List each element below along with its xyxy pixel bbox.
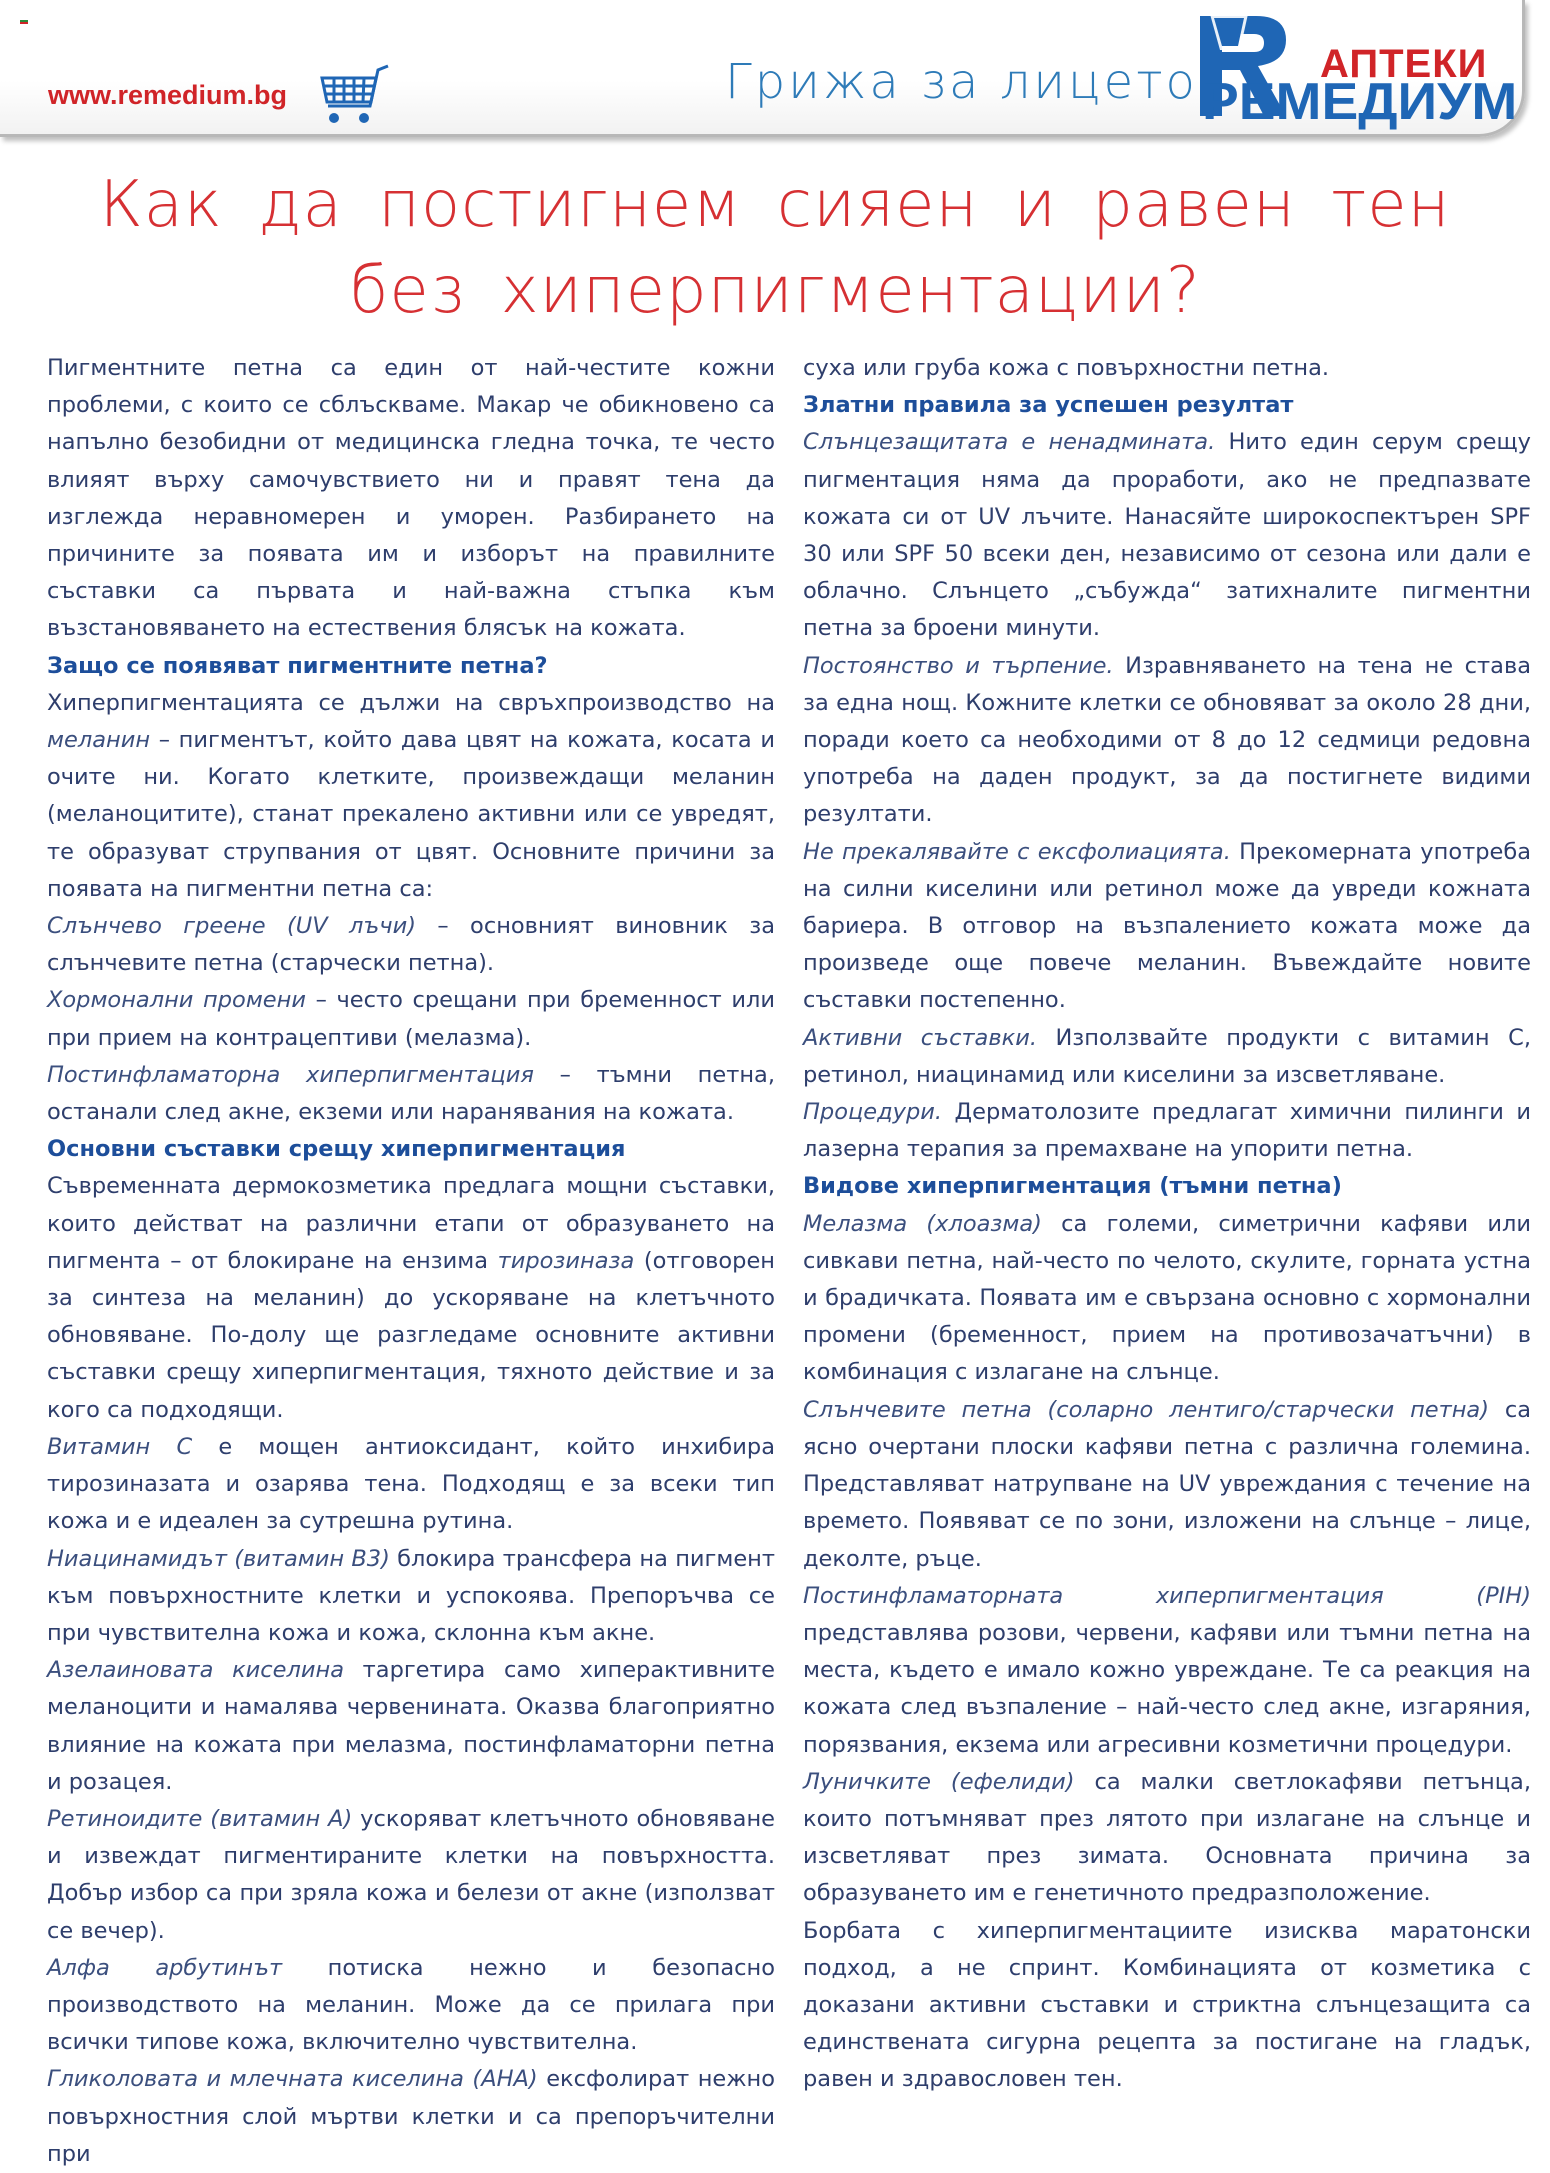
intro-paragraph: Пигментните петна са един от най-честите кожни проблеми, с които се сблъскваме. Макар че обикновено са напълно безобидни от медицинска гледна точка, те често влияят върху самочувствието ни и правят тена да изглежда неравномерен и уморен. Разбирането на причините за появата им и изборът на правилните съставки са първата и най-важна стъпка към възстановяването на естествения блясък на кожата.	[47, 355, 775, 642]
heading-why: Защо се появяват пигментните петна?	[47, 652, 548, 679]
type-pih: Постинфламаторната хиперпигментация (PIH) представлява розови, червени, кафяви или тъмни петна на места, където е имало кожно увреждане. Те са реакция на кожата след възпаление – най-често след акне, изгаряния, порязвания, екзема или агресивни козметични процедури.	[803, 1582, 1531, 1758]
ingredient-azelaic: Азелаиновата киселина таргетира само хиперактивните меланоцити и намалява червенината. Оказва благоприятно влияние на кожата при мелазма, постинфламаторни петна и розацея.	[47, 1657, 775, 1795]
logo-bottom-text: РЕМЕДИУМ	[1202, 73, 1518, 131]
continued-text: суха или груба кожа с повърхностни петна.	[803, 355, 1330, 381]
rule-actives: Активни съставки. Използвайте продукти с витамин С, ретинол, ниацинамид или киселини за изсветляване.	[803, 1024, 1531, 1088]
heading-types: Видове хиперпигментация (тъмни петна)	[803, 1173, 1342, 1200]
ingredient-niacinamide: Ниацинамидът (витамин В3) блокира трансфера на пигмент към повърхностните клетки и успокоява. Препоръчва се при чувствителна кожа и кожа, склонна към акне.	[47, 1545, 775, 1646]
title-line-2: без хиперпигментации?	[349, 254, 1201, 328]
section-title: Грижа за лицето	[725, 54, 1198, 110]
cause-hormonal: Хормонални промени – често срещани при бременност или при прием на контрацептиви (мелазма).	[47, 987, 775, 1051]
type-melasma: Мелазма (хлоазма) са големи, симетрични кафяви или сивкави петна, най-често по челото, скулите, горната устна и брадичката. Появата им е свързана основно с хормонални промени (бременност, прием на противозачатъчни) в комбинация с излагане на слънце.	[803, 1210, 1531, 1386]
rule-sunscreen: Слънцезащитата е ненадмината. Нито един серум срещу пигментация няма да проработи, ако не предпазвате кожата си от UV лъчите. Нанасяйте широкоспектърен SPF 30 или SPF 50 всеки ден, независимо от сезона или дали е облачно. Слънцето „събужда“ затихналите пигментни петна за броени минути.	[803, 429, 1531, 642]
remedium-logo[interactable]	[1200, 10, 1518, 131]
ingredient-alpha-arbutin: Алфа арбутинът потиска нежно и безопасно производството на меланин. Може да се прилага при всички типове кожа, включително чувствителна.	[47, 1954, 776, 2056]
paragraph-melanin: Хиперпигментацията се дължи на свръхпроизводство на меланин – пигментът, който дава цвят на кожата, косата и очите ни. Когато клетките, произвеждащи меланин (меланоцитите), станат прекалено активни или се увредят, те образуват струпвания от цвят. Основните причини за появата на пигментни петна са:	[47, 689, 775, 902]
heading-golden-rules: Златни правила за успешен резултат	[803, 392, 1294, 419]
flag-icon	[20, 18, 28, 24]
shopping-cart-icon[interactable]	[318, 62, 398, 130]
logo-top-text: АПТЕКИ	[1320, 42, 1488, 86]
ingredient-retinoids: Ретиноидите (витамин А) ускоряват клетъчното обновяване и извеждат пигментираните клетки на повърхността. Добър избор са при зряла кожа и белези от акне (използват се вечер).	[47, 1805, 775, 1944]
type-freckles: Луничките (ефелиди) са малки светлокафяви петънца, които потъмняват през лятото при излагане на слънце и изсветляват през зимата. Основната причина за образуването им е генетичното предразположение.	[803, 1768, 1531, 1907]
article-title	[40, 162, 1510, 334]
page-header	[0, 0, 1550, 150]
ingredient-aha: Гликоловата и млечната киселина (AHA) ексфолират нежно повърхностния слой мъртви клетки и са препоръчителни при	[47, 2066, 775, 2167]
title-line-1: Как да постигнем сияен и равен тен	[99, 168, 1451, 242]
closing-paragraph: Борбата с хиперпигментациите изисква маратонски подход, а не спринт. Комбинацията от козметика с доказани активни съставки и стриктна слънцезащита са единствената сигурна рецепта за постигане на гладък, равен и здравословен тен.	[803, 1917, 1531, 2093]
rule-procedures: Процедури. Дерматолозите предлагат химични пилинги и лазерна терапия за премахване на упорити петна.	[803, 1099, 1531, 1163]
left-column	[47, 350, 775, 2173]
cause-sun: Слънчево греене (UV лъчи) – основният виновник за слънчевите петна (старчески петна).	[47, 913, 775, 977]
ingredient-vitamin-c: Витамин С е мощен антиоксидант, който инхибира тирозиназата и озарява тена. Подходящ е за всеки тип кожа и е идеален за сутрешна рутина.	[47, 1433, 775, 1535]
right-column	[803, 350, 1531, 2099]
site-url-link[interactable]: www.remedium.bg	[48, 80, 288, 110]
rule-exfoliation: Не прекалявайте с ексфолиацията. Прекомерната употреба на силни киселини или ретинол може да увреди кожната бариера. В отговор на възпалението кожата може да произведе още повече меланин. Въвеждайте новите съставки постепенно.	[803, 838, 1531, 1014]
rule-patience: Постоянство и търпение. Изравняването на тена не става за една нощ. Кожните клетки се обновяват за около 28 дни, поради което са необходими от 8 до 12 седмици редовна употреба на даден продукт, за да постигнете видими резултати.	[803, 652, 1531, 828]
type-sun-spots: Слънчевите петна (соларно лентиго/старчески петна) са ясно очертани плоски кафяви петна с различна големина. Представляват натрупване на UV увреждания с течение на времето. Появяват се по зони, изложени на слънце – лице, деколте, ръце.	[803, 1396, 1531, 1572]
paragraph-ingredients: Съвременната дермокозметика предлага мощни съставки, които действат на различни етапи от образуването на пигмента – от блокиране на ензима тирозиназа (отговорен за синтеза на меланин) до ускоряване на клетъчното обновяване. По-долу ще разгледаме основните активни съставки срещу хиперпигментация, тяхното действие и за кого са подходящи.	[47, 1173, 775, 1423]
cause-postinflammatory: Постинфламаторна хиперпигментация – тъмни петна, останали след акне, екземи или наранявания на кожата.	[47, 1061, 775, 1126]
heading-ingredients: Основни съставки срещу хиперпигментация	[47, 1136, 626, 1163]
